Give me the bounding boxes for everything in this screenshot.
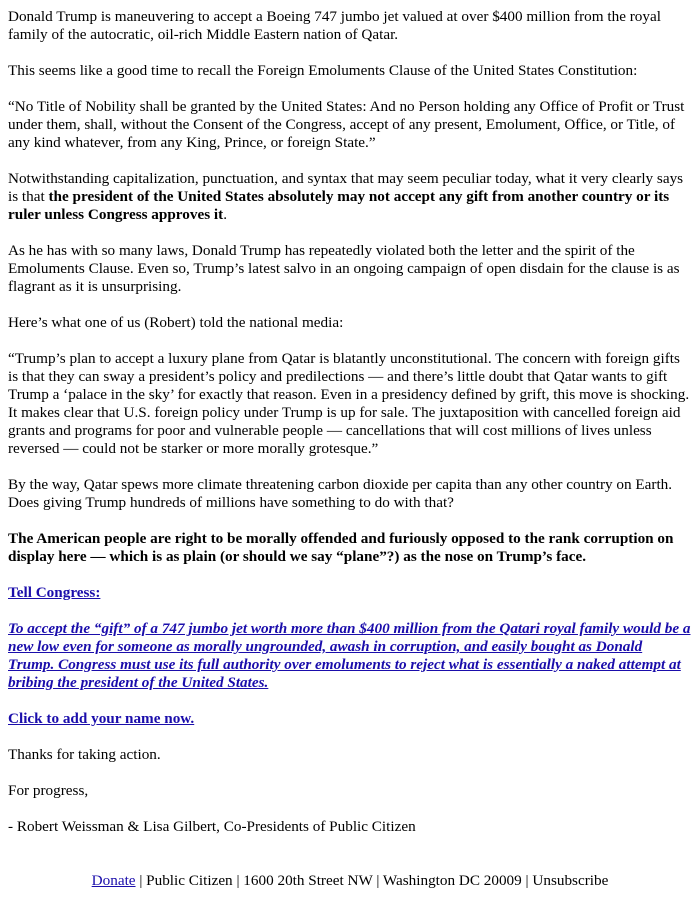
add-name-link[interactable]: Click to add your name now. [8, 710, 195, 727]
intro-paragraph: Donald Trump is maneuvering to accept a Boeing 747 jumbo jet valued at over $400 million from the royal family of the autocratic, oil-rich Middle Eastern nation of Qatar. [8, 8, 661, 43]
interpretation-bold: the president of the United States absolutely may not accept any gift from another country or its ruler unless Congress approves it [8, 188, 670, 223]
qatar-paragraph: By the way, Qatar spews more climate threatening carbon dioxide per capita than any other country on Earth. Does giving Trump hundreds of millions have something to do with that? [8, 476, 673, 511]
petition-link[interactable]: To accept the “gift” of a 747 jumbo jet worth more than $400 million from the Qatari royal family would be a new low even for someone as morally ungrounded, awash in corruption, and easily bought as Donald Trump. Congress must use its full authority over emoluments to reject what is essentially a naked attempt at bribing the president of the United States. [8, 620, 691, 691]
signoff-text: For progress, [8, 782, 89, 799]
unsubscribe-link[interactable]: Unsubscribe [532, 872, 609, 889]
footer-address: 1600 20th Street NW [243, 872, 373, 889]
interpretation-lead: Notwithstanding capitalization, punctuation, and syntax that may seem peculiar today, what it very clearly says is that [8, 170, 684, 205]
footer-separator: | [135, 872, 147, 889]
media-quote: “Trump’s plan to accept a luxury plane from Qatar is blatantly unconstitutional. The concern with foreign gifts is that they can sway a president’s policy and predilections — and there’s little doubt that Qatar wants to gift Trump a ‘palace in the sky’ for exactly that reason. Even in a presidency defined by grift, this move is shocking. It makes clear that U.S. foreign policy under Trump is up for sale. The juxtaposition with cancelled foreign aid grants and programs for poor and vulnerable people — cancellations that will cost millions of lives unless reversed — could not be starker or more morally grotesque.” [8, 350, 690, 457]
interpretation-paragraph [8, 170, 692, 224]
thanks-text: Thanks for taking action. [8, 746, 161, 763]
footer-separator: | [521, 872, 533, 889]
interpretation-end: . [223, 206, 227, 223]
footer-city: Washington DC 20009 [382, 872, 522, 889]
emoluments-intro: This seems like a good time to recall the Foreign Emoluments Clause of the United States Constitution: [8, 62, 638, 79]
email-footer [8, 872, 692, 890]
outrage-paragraph: The American people are right to be morally offended and furiously opposed to the rank corruption on display here — which is as plain (or should we say “plane”?) as the nose on Trump’s face. [8, 530, 674, 565]
constitution-quote: “No Title of Nobility shall be granted by the United States: And no Person holding any Office of Profit or Trust under them, shall, without the Consent of the Congress, accept of any present, Emolument, Office, or Title, of any kind whatever, from any King, Prince, or foreign State.” [8, 98, 685, 151]
footer-org: Public Citizen [146, 872, 233, 889]
media-intro: Here’s what one of us (Robert) told the national media: [8, 314, 344, 331]
violation-paragraph: As he has with so many laws, Donald Trump has repeatedly violated both the letter and the spirit of the Emoluments Clause. Even so, Trump’s latest salvo in an ongoing campaign of open disdain for the clause is as flagrant as it is unsurprising. [8, 242, 680, 295]
donate-link[interactable]: Donate [91, 872, 136, 889]
signature-text: - Robert Weissman & Lisa Gilbert, Co-Presidents of Public Citizen [8, 818, 416, 835]
tell-congress-link[interactable]: Tell Congress: [8, 584, 101, 601]
footer-separator: | [232, 872, 244, 889]
footer-separator: | [372, 872, 383, 889]
